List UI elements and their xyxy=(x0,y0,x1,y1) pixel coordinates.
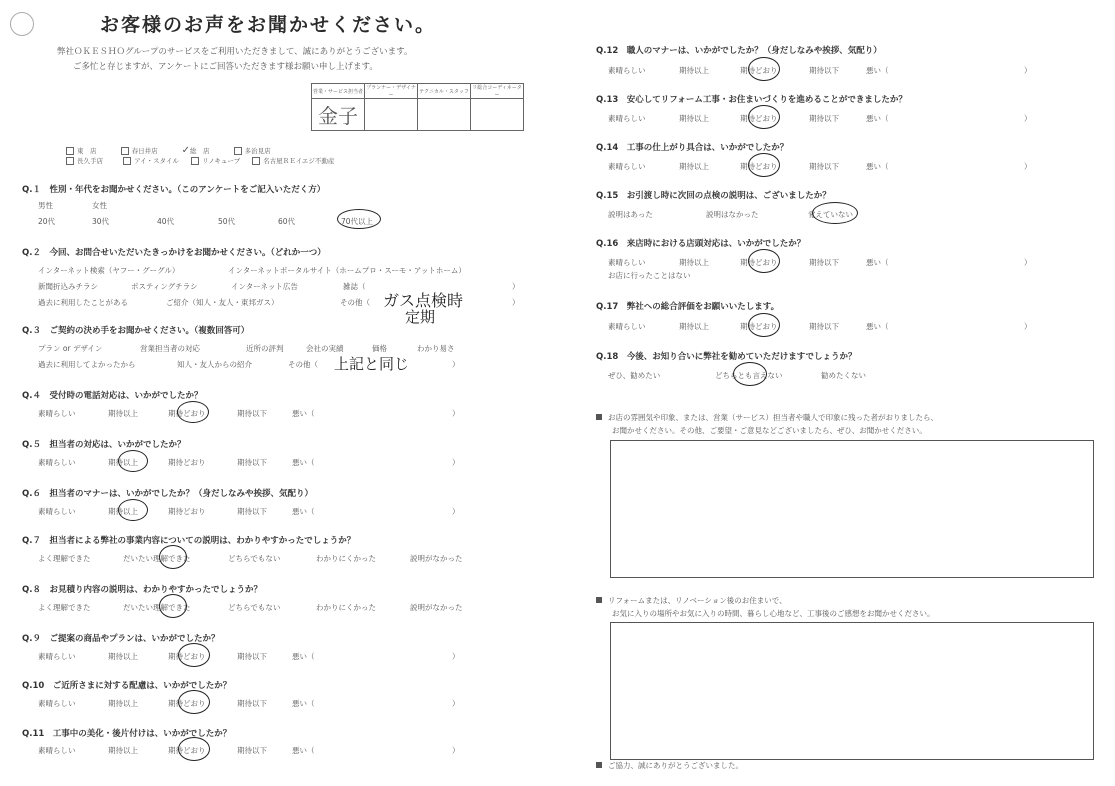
option[interactable]: 悪い（ xyxy=(292,507,315,516)
paren-close: ） xyxy=(1024,114,1032,123)
option[interactable]: インターネット検索（ヤフー・グーグル） xyxy=(38,266,180,275)
intro-line-1: 弊社ＯＫＥＳＨＯグループのサービスをご利用いただきまして、誠にありがとうございます。 xyxy=(57,47,413,57)
square-bullet-icon xyxy=(596,762,602,768)
question-2: Q.２ 今回、お問合せいただいたきっかけをお聞かせください。（どれか一つ） xyxy=(22,248,326,258)
option[interactable]: 新聞折込みチラシ xyxy=(38,282,98,291)
option-selected[interactable]: 期待どおり xyxy=(740,66,778,75)
option-selected[interactable]: 期待どおり xyxy=(740,162,778,171)
answer-circle xyxy=(178,690,210,714)
answer-circle xyxy=(812,202,858,224)
option[interactable]: 勧めたくない xyxy=(821,371,866,380)
comment-box-1[interactable] xyxy=(610,440,1094,578)
option[interactable]: 価格 xyxy=(372,344,387,353)
option[interactable]: 期待以下 xyxy=(237,409,267,418)
store-checkbox[interactable] xyxy=(252,157,260,165)
answer-circle xyxy=(178,643,210,667)
option[interactable]: 期待以下 xyxy=(237,458,267,467)
answer-circle xyxy=(178,737,210,761)
option[interactable]: 期待以上 xyxy=(108,652,138,661)
option[interactable]: その他（ xyxy=(340,298,370,307)
option[interactable]: 期待以下 xyxy=(237,699,267,708)
free-text-prompt-1b: お聞かせください。その他、ご要望・ご意見などございましたら、ぜひ、お聞かせください。 xyxy=(612,426,927,435)
option[interactable]: 期待以上 xyxy=(679,114,709,123)
logo-stamp xyxy=(10,12,34,36)
option[interactable]: 過去に利用したことがある xyxy=(38,298,128,307)
option[interactable]: 素晴らしい xyxy=(38,458,76,467)
free-text-prompt-2b: お気に入りの場所やお気に入りの時間、暮らし心地など、工事後のご感想をお聞かせください。 xyxy=(612,609,935,618)
option[interactable]: 期待どおり xyxy=(168,507,206,516)
option-selected[interactable]: 期待どおり xyxy=(740,258,778,267)
option-selected[interactable]: 覚えていない xyxy=(808,210,853,219)
handwritten-answer: 定期 xyxy=(405,308,436,326)
option[interactable]: 素晴らしい xyxy=(38,699,76,708)
option[interactable]: わかりにくかった xyxy=(316,554,376,563)
option[interactable]: わかり易さ xyxy=(417,344,455,353)
option[interactable]: わかりにくかった xyxy=(316,603,376,612)
paren-close: ） xyxy=(512,282,520,291)
question-1: Q.１ 性別・年代をお聞かせください。（このアンケートをご記入いただく方） xyxy=(22,185,326,195)
store-checkbox[interactable] xyxy=(66,157,74,165)
option[interactable]: 説明がなかった xyxy=(410,603,463,612)
option[interactable]: 素晴らしい xyxy=(38,652,76,661)
question-15: Q.15 お引渡し時に次回の点検の説明は、ございましたか？ xyxy=(596,191,831,201)
question-14: Q.14 工事の仕上がり具合は、いかがでしたか？ xyxy=(596,143,789,153)
option[interactable]: お店に行ったことはない xyxy=(608,271,691,280)
option[interactable]: 悪い（ xyxy=(866,162,889,171)
option[interactable]: よく理解できた xyxy=(38,554,91,563)
store-check-mark[interactable]: ✓ xyxy=(181,145,191,156)
paren-close: ） xyxy=(452,746,460,755)
option[interactable]: 悪い（ xyxy=(292,746,315,755)
answer-circle xyxy=(118,450,148,472)
answer-circle xyxy=(177,401,209,423)
option[interactable]: 素晴らしい xyxy=(608,322,646,331)
answer-circle xyxy=(159,594,187,618)
option-selected[interactable]: だいたい理解できた xyxy=(123,603,191,612)
answer-circle xyxy=(748,313,780,337)
option[interactable]: 男性 xyxy=(38,201,53,210)
square-bullet-icon xyxy=(596,414,602,420)
answer-circle xyxy=(159,545,187,569)
question-7: Q.７ 担当者による弊社の事業内容についての説明は、わかりやすかったでしょうか？ xyxy=(22,536,356,546)
answer-circle xyxy=(118,499,148,521)
option[interactable]: 素晴らしい xyxy=(608,66,646,75)
staff-cell-coordinator[interactable] xyxy=(471,99,524,131)
option[interactable]: 40代 xyxy=(157,217,175,226)
question-13: Q.13 安心してリフォーム工事・お住まいづくりを進めることができましたか？ xyxy=(596,95,907,105)
option[interactable]: 期待以上 xyxy=(108,699,138,708)
question-8: Q.８ お見積り内容の説明は、わかりやすかったでしょうか？ xyxy=(22,585,262,595)
stores-row-2: 長久手店 アイ・スタイル リノキューブ 名古屋ＲＥイエジ不動産 xyxy=(66,156,334,165)
square-bullet-icon xyxy=(596,597,602,603)
option[interactable]: 悪い（ xyxy=(292,652,315,661)
paren-close: ） xyxy=(452,458,460,467)
store-checkbox[interactable] xyxy=(121,147,129,155)
option[interactable]: 素晴らしい xyxy=(608,162,646,171)
option[interactable]: 悪い（ xyxy=(866,258,889,267)
option[interactable]: 悪い（ xyxy=(292,409,315,418)
store-checkbox[interactable] xyxy=(234,147,242,155)
answer-circle xyxy=(748,153,780,177)
option[interactable]: 悪い（ xyxy=(866,322,889,331)
option[interactable]: 期待以上 xyxy=(679,162,709,171)
option[interactable]: よく理解できた xyxy=(38,603,91,612)
answer-circle xyxy=(748,105,780,129)
paren-close: ） xyxy=(452,652,460,661)
option[interactable]: 悪い（ xyxy=(292,458,315,467)
option-selected[interactable]: 期待以上 xyxy=(108,507,138,516)
option[interactable]: 期待以下 xyxy=(809,114,839,123)
thanks-line: ご協力、誠にありがとうございました。 xyxy=(596,760,743,771)
option[interactable]: 期待以上 xyxy=(108,409,138,418)
option-selected[interactable]: 期待どおり xyxy=(168,652,206,661)
staff-table xyxy=(311,83,524,131)
paren-close: ） xyxy=(452,699,460,708)
option[interactable]: 期待どおり xyxy=(168,458,206,467)
option[interactable]: 過去に利用してよかったから xyxy=(38,360,136,369)
question-17: Q.17 弊社への総合評価をお願いいたします。 xyxy=(596,302,780,312)
option[interactable]: 期待以下 xyxy=(237,652,267,661)
free-text-prompt-2: リフォームまたは、リノベーション後のお住まいで、 xyxy=(596,595,787,606)
option[interactable]: 素晴らしい xyxy=(608,258,646,267)
option[interactable]: 期待以下 xyxy=(237,507,267,516)
option[interactable]: 説明はなかった xyxy=(706,210,759,219)
handwritten-answer: 上記と同じ xyxy=(334,355,410,373)
question-11: Q.11 工事中の美化・後片付けは、いかがでしたか？ xyxy=(22,729,232,739)
option[interactable]: ご紹介（知人・友人・東邦ガス） xyxy=(166,298,279,307)
paren-close: ） xyxy=(452,360,460,369)
stores-row-1: 東 店 春日井店 ✓総 店 多治見店 xyxy=(66,145,271,156)
option-selected[interactable]: 期待どおり xyxy=(740,114,778,123)
staff-header-technical: テクニカル・スタッフ xyxy=(418,84,471,99)
staff-cell-planner[interactable] xyxy=(365,99,418,131)
option[interactable]: ぜひ、勧めたい xyxy=(608,371,661,380)
option[interactable]: 会社の実績 xyxy=(306,344,344,353)
answer-circle xyxy=(748,249,780,273)
option[interactable]: 素晴らしい xyxy=(38,409,76,418)
option[interactable]: どちらでもない xyxy=(228,554,281,563)
paren-close: ） xyxy=(1024,258,1032,267)
option[interactable]: 悪い（ xyxy=(866,114,889,123)
option[interactable]: 雑誌（ xyxy=(343,282,366,291)
option[interactable]: 20代 xyxy=(38,217,56,226)
option-selected[interactable]: 70代以上 xyxy=(341,217,374,226)
paren-close: ） xyxy=(512,298,520,307)
paren-close: ） xyxy=(1024,66,1032,75)
option-selected[interactable]: どちらとも言えない xyxy=(715,371,783,380)
question-10: Q.10 ご近所さまに対する配慮は、いかがでしたか？ xyxy=(22,681,232,691)
option[interactable]: 期待以下 xyxy=(809,322,839,331)
question-18: Q.18 今後、お知り合いに弊社を勧めていただけますでしょうか？ xyxy=(596,352,857,362)
option[interactable]: 期待以下 xyxy=(809,66,839,75)
page-title: お客様のお声をお聞かせください。 xyxy=(100,14,437,36)
question-4: Q.４ 受付時の電話対応は、いかがでしたか？ xyxy=(22,391,203,401)
option[interactable]: インターネットポータルサイト（ホームプロ・スーモ・アットホーム） xyxy=(228,266,466,275)
option[interactable]: インターネット広告 xyxy=(231,282,298,291)
handwritten-answer: ガス点検時 xyxy=(383,291,464,310)
option[interactable]: 期待以下 xyxy=(809,162,839,171)
option[interactable]: 悪い（ xyxy=(292,699,315,708)
option[interactable]: 期待以上 xyxy=(679,66,709,75)
option[interactable]: 期待以下 xyxy=(237,746,267,755)
staff-header-planner: プランナー・デザイナー xyxy=(366,85,416,98)
staff-header-coordinator: リ総合コーディネーター xyxy=(472,85,522,98)
option-selected[interactable]: 期待どおり xyxy=(168,699,206,708)
option[interactable]: 60代 xyxy=(278,217,296,226)
answer-circle xyxy=(337,209,381,229)
option[interactable]: 悪い（ xyxy=(866,66,889,75)
question-9: Q.９ ご提案の商品やプランは、いかがでしたか？ xyxy=(22,634,220,644)
option-selected[interactable]: 期待どおり xyxy=(168,746,206,755)
option-selected[interactable]: 期待どおり xyxy=(168,409,206,418)
free-text-prompt-1: お店の雰囲気や印象、または、営業（サービス）担当者や職人で印象に残った者がおりましたら、 xyxy=(596,412,938,423)
option[interactable]: 知人・友人からの紹介 xyxy=(177,360,252,369)
option-selected[interactable]: 期待以上 xyxy=(108,458,138,467)
option[interactable]: プラン or デザイン xyxy=(38,344,103,353)
option[interactable]: その他（ xyxy=(288,360,318,369)
question-6: Q.６ 担当者のマナーは、いかがでしたか？（身だしなみや挨拶、気配り） xyxy=(22,489,313,499)
comment-box-2[interactable] xyxy=(610,622,1094,760)
question-3: Q.３ ご契約の決め手をお聞かせください。（複数回答可） xyxy=(22,326,250,336)
option[interactable]: 期待以下 xyxy=(809,258,839,267)
option[interactable]: 30代 xyxy=(92,217,110,226)
option[interactable]: どちらでもない xyxy=(228,603,281,612)
staff-cell-technical[interactable] xyxy=(418,99,471,131)
option-selected[interactable]: だいたい理解できた xyxy=(123,554,191,563)
staff-name-handwritten: 金子 xyxy=(312,99,365,131)
option[interactable]: 期待以上 xyxy=(108,746,138,755)
store-checkbox[interactable] xyxy=(66,147,74,155)
paren-close: ） xyxy=(452,409,460,418)
option[interactable]: 素晴らしい xyxy=(38,746,76,755)
option[interactable]: 素晴らしい xyxy=(608,114,646,123)
staff-header-sales: 営業・サービス担当者 xyxy=(312,84,365,99)
answer-circle xyxy=(748,57,780,81)
option[interactable]: 50代 xyxy=(218,217,236,226)
option[interactable]: 素晴らしい xyxy=(38,507,76,516)
question-5: Q.５ 担当者の対応は、いかがでしたか？ xyxy=(22,440,186,450)
option[interactable]: 説明はあった xyxy=(608,210,653,219)
option[interactable]: 期待以上 xyxy=(679,258,709,267)
answer-circle xyxy=(733,362,767,386)
store-checkbox[interactable] xyxy=(123,157,131,165)
option[interactable]: 女性 xyxy=(92,201,107,210)
option-selected[interactable]: 期待どおり xyxy=(740,322,778,331)
option[interactable]: 説明がなかった xyxy=(410,554,463,563)
paren-close: ） xyxy=(1024,162,1032,171)
question-16: Q.16 来店時における店頭対応は、いかがでしたか？ xyxy=(596,239,806,249)
paren-close: ） xyxy=(1024,322,1032,331)
question-12: Q.12 職人のマナーは、いかがでしたか？（身だしなみや挨拶、気配り） xyxy=(596,46,882,56)
intro-line-2: ご多忙と存じますが、アンケートにご回答いただきます様お願い申し上げます。 xyxy=(73,62,378,72)
option[interactable]: 期待以上 xyxy=(679,322,709,331)
option[interactable]: 近所の評判 xyxy=(246,344,284,353)
store-checkbox[interactable] xyxy=(191,157,199,165)
option[interactable]: ポスティングチラシ xyxy=(131,282,198,291)
paren-close: ） xyxy=(452,507,460,516)
option[interactable]: 営業担当者の対応 xyxy=(140,344,200,353)
